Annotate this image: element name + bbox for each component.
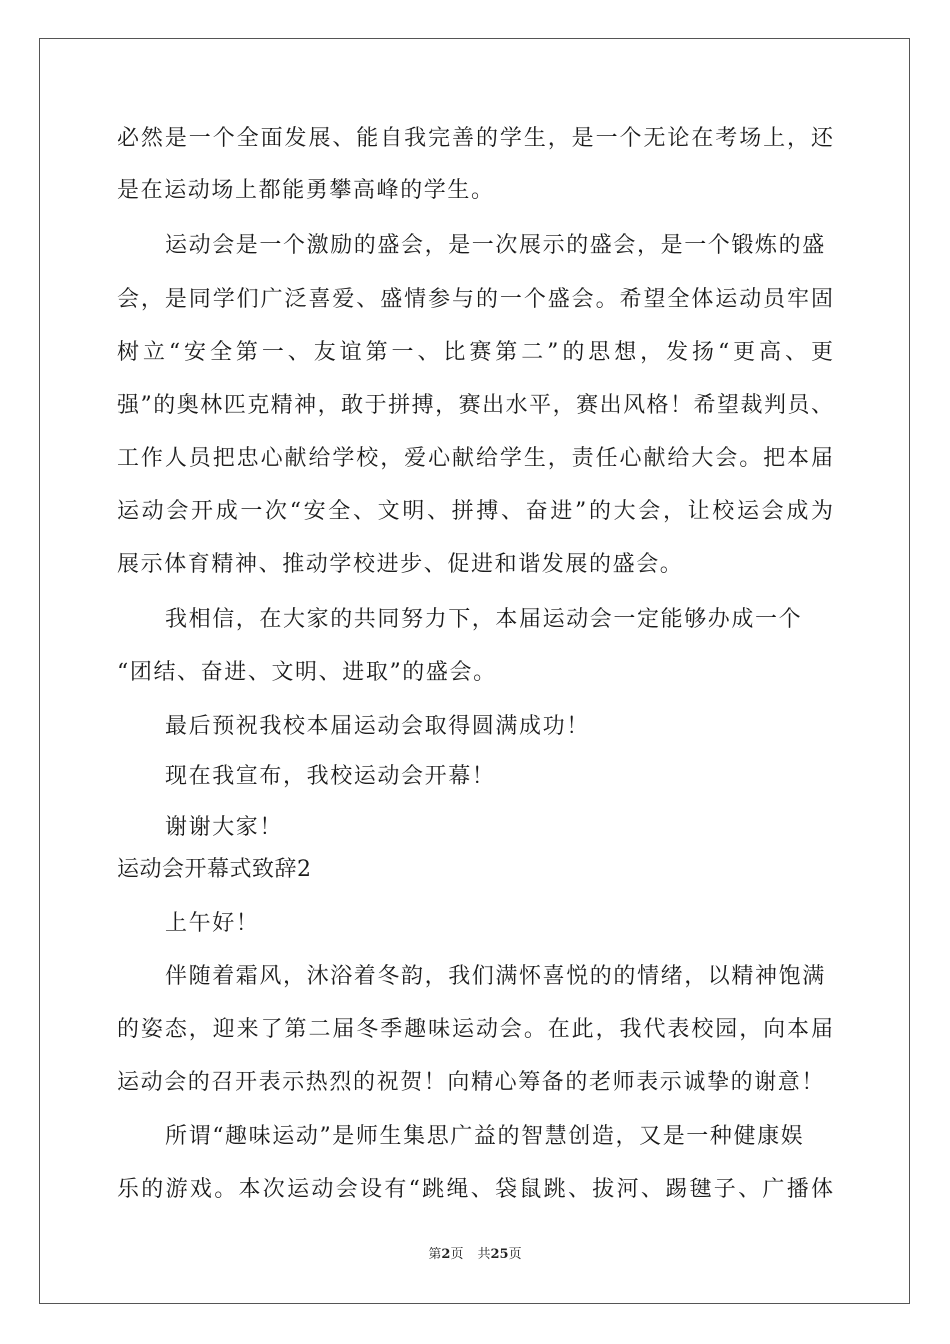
paragraph-start-line: 谢谢大家！ bbox=[165, 815, 284, 840]
text-line: “团结、奋进、文明、进取”的盛会。 bbox=[117, 660, 497, 685]
section-title: 运动会开幕式致辞2 bbox=[117, 857, 312, 882]
paragraph-start-line: 伴随着霜风，沐浴着冬韵，我们满怀喜悦的的情绪，以精神饱满 bbox=[165, 964, 826, 989]
text-line: 乐的游戏。本次运动会设有“跳绳、袋鼠跳、拔河、踢毽子、广播体 bbox=[117, 1177, 833, 1202]
text-line: 的姿态，迎来了第二届冬季趣味运动会。在此，我代表校园，向本届 bbox=[117, 1017, 833, 1042]
paragraph-start-line: 上午好！ bbox=[165, 911, 260, 936]
page-label-suffix: 页 bbox=[450, 1247, 464, 1262]
text-line: 展示体育精神、推动学校进步、促进和谐发展的盛会。 bbox=[117, 552, 684, 577]
text-line: 会，是同学们广泛喜爱、盛情参与的一个盛会。希望全体运动员牢固 bbox=[117, 287, 833, 312]
paragraph-start-line: 我相信，在大家的共同努力下，本届运动会一定能够办成一个 bbox=[165, 607, 803, 632]
text-line: 必然是一个全面发展、能自我完善的学生，是一个无论在考场上，还 bbox=[117, 126, 833, 151]
current-page-number: 2 bbox=[441, 1247, 451, 1262]
paragraph-start-line: 最后预祝我校本届运动会取得圆满成功！ bbox=[165, 714, 590, 739]
paragraph-start-line: 所谓“趣味运动”是师生集思广益的智慧创造，又是一种健康娱 bbox=[165, 1124, 805, 1149]
paragraph-start-line: 现在我宣布，我校运动会开幕！ bbox=[165, 764, 496, 789]
text-line: 运动会开成一次“安全、文明、拼搏、奋进”的大会，让校运会成为 bbox=[117, 499, 833, 524]
paragraph-start-line: 运动会是一个激励的盛会，是一次展示的盛会，是一个锻炼的盛 bbox=[165, 233, 826, 258]
text-line: 树立“安全第一、友谊第一、比赛第二”的思想，发扬“更高、更 bbox=[117, 340, 833, 365]
text-line: 工作人员把忠心献给学校，爱心献给学生，责任心献给大会。把本届 bbox=[117, 446, 833, 471]
page-label-prefix: 第 bbox=[428, 1247, 442, 1262]
total-page-number: 25 bbox=[490, 1247, 509, 1262]
total-label-prefix: 共 bbox=[477, 1247, 491, 1262]
text-line: 强”的奥林匹克精神，敢于拼搏，赛出水平，赛出风格！希望裁判员、 bbox=[117, 393, 833, 418]
text-line: 是在运动场上都能勇攀高峰的学生。 bbox=[117, 178, 495, 203]
page-footer bbox=[0, 1247, 950, 1263]
text-line: 运动会的召开表示热烈的祝贺！向精心筹备的老师表示诚挚的谢意！ bbox=[117, 1070, 826, 1095]
total-label-suffix: 页 bbox=[508, 1247, 522, 1262]
